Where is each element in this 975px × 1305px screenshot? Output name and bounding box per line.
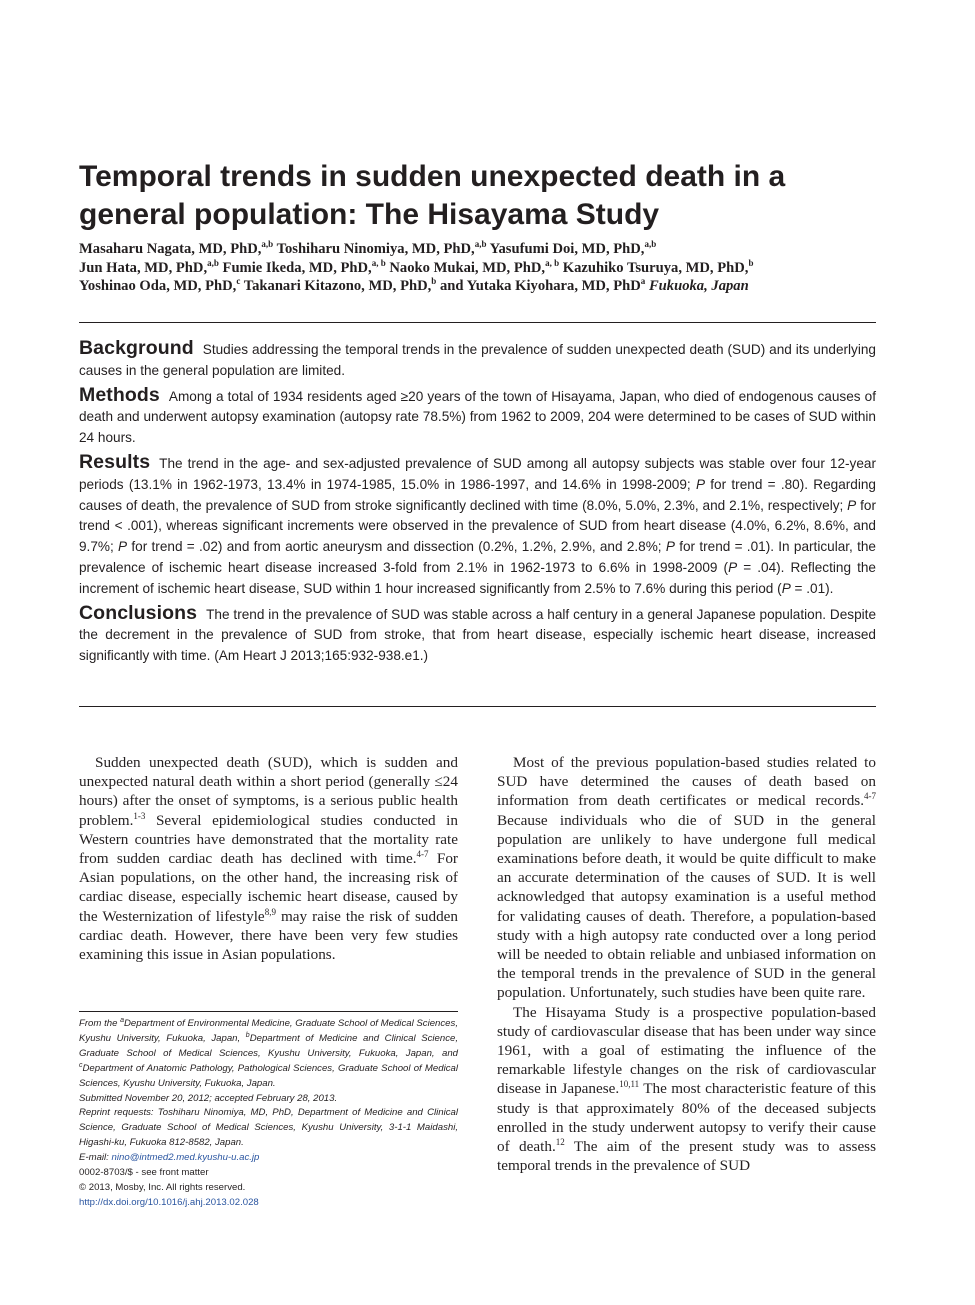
citation-ref: 1-3: [133, 810, 146, 821]
abstract-text: for trend = .02) and from aortic aneurysm and dissection (0.2%, 1.2%, 2.9%, and 2.8%;: [127, 539, 666, 555]
abstract-text: = .01).: [790, 580, 834, 596]
footnote-text: Department of Anatomic Pathology, Pathological Sciences, Graduate School of Medical Sciences, Kyushu University, Fukuoka, Japan.: [79, 1062, 458, 1089]
abstract-bottom-rule: [79, 706, 876, 707]
abstract-text: The trend in the age- and sex-adjusted prevalence of SUD among all autopsy subjects was stable over four 12-year periods (13.1% in 1962-1973, 13.4% in 1974-1985, 15.0% in 1986-1997, and 14.6% in 1998-2009;: [79, 455, 876, 492]
p-symbol: P: [118, 539, 128, 555]
affiliation-sup: c: [79, 1061, 83, 1069]
affiliation-sup: c: [236, 276, 241, 287]
body-text: The most characteristic feature of this study is that approximately 80% of the deceased subjects enrolled in the study underwent autopsy to verify their cause of death.: [497, 1080, 876, 1156]
author-name: Toshiharu Ninomiya, MD, PhD,: [273, 241, 475, 257]
email-link[interactable]: nino@intmed2.med.kyushu-u.ac.jp: [111, 1152, 260, 1164]
author-name: Takanari Kitazono, MD, PhD,: [240, 278, 432, 295]
author-name: Yasufumi Doi, MD, PhD,: [486, 241, 645, 257]
author-name: Jun Hata, MD, PhD,: [79, 259, 208, 276]
abstract-heading: Results: [79, 450, 151, 473]
body-paragraph: [497, 753, 876, 1003]
p-symbol: P: [728, 559, 738, 575]
abstract-top-rule: [79, 322, 876, 323]
citation-ref: 12: [555, 1137, 565, 1148]
abstract-text: Studies addressing the temporal trends in the prevalence of sudden unexpected death (SUD) and its underlying causes in the general population are limited.: [79, 342, 876, 378]
submitted-note: Submitted November 20, 2012; accepted February 28, 2013.: [79, 1092, 338, 1104]
body-text: The Hisayama Study is a prospective population-based study of cardiovascular disease that has been under way since 1961, with a goal of estimating the influence of the remarkable lifestyle changes on the risk of cardiovascular disease in Japanese.: [497, 1003, 876, 1098]
issn-note: 0002-8703/$ - see front matter: [79, 1167, 209, 1179]
footnote-text: Department of Medicine and Clinical Science, Graduate School of Medical Sciences, Kyushu University, Fukuoka, Japan, and: [79, 1032, 458, 1059]
author-name: Kazuhiko Tsuruya, MD, PhD,: [559, 259, 749, 276]
abstract-heading: Conclusions: [79, 601, 198, 624]
affiliation-sup: a,b: [261, 239, 274, 249]
body-paragraph: [79, 753, 458, 964]
affiliations-note: [79, 1017, 458, 1092]
affiliation-sup: a,b: [207, 257, 219, 268]
abstract-text: for trend = .80). Regarding causes of death, the prevalence of SUD from stroke significantly declined with time (8.0%, 5.0%, 2.3%, and 2.1%, respectively;: [79, 476, 876, 513]
footnote-text: From the: [79, 1018, 121, 1029]
author-list: [79, 240, 879, 296]
affiliation-sup: b: [431, 276, 437, 287]
abstract-text: The trend in the prevalence of SUD was stable across a half century in a general Japanese population. Despite the decrement in the prevalence of SUD from stroke, that from heart disease, especially ischemic heart disease, increased significantly with time. (Am Heart J 2013;165:932-938.e1.): [79, 606, 876, 664]
author-location: Fukuoka, Japan: [648, 278, 749, 295]
footnotes: [79, 1017, 458, 1211]
citation-ref: 8,9: [264, 906, 276, 917]
body-text: For Asian populations, on the other hand, the increasing risk of cardiac disease, especially ischemic heart disease, caused by the Westernization of lifestyle: [79, 850, 458, 925]
body-text: may raise the risk of sudden cardiac death. However, there have been very few studies examining this issue in Asian populations.: [79, 907, 458, 964]
abstract-text: Among a total of 1934 residents aged ≥20 years of the town of Hisayama, Japan, who died of endogenous causes of death and underwent autopsy examination (autopsy rate 78.5%) from 1962 to 2009, 204 were determined to be cases of SUD within 24 hours.: [79, 388, 876, 446]
author-name: Masaharu Nagata, MD, PhD,: [79, 241, 262, 257]
affiliation-sup: a, b: [545, 257, 560, 268]
author-name: Naoko Mukai, MD, PhD,: [385, 259, 546, 276]
affiliation-sup: b: [245, 1031, 250, 1039]
citation-ref: 4-7: [864, 791, 876, 802]
body-paragraph: [497, 1003, 876, 1176]
p-symbol: P: [781, 580, 791, 596]
abstract-text: = .04). Reflecting the increment of ischemic heart disease, SUD within 1 hour increased significantly from 2.5% to 7.6% during this period (: [79, 559, 876, 596]
author-name: and Yutaka Kiyohara, MD, PhD: [436, 278, 641, 295]
abstract: [79, 338, 876, 670]
citation-ref: 4-7: [416, 849, 429, 860]
affiliation-sup: b: [748, 257, 754, 268]
abstract-background: [79, 338, 876, 382]
reprint-note: Reprint requests: Toshiharu Ninomiya, MD, PhD, Department of Medicine and Clinical Science, Graduate School of Medical Sciences, Kyushu University, 3-1-1 Maidashi, Higashi-ku, Fukuoka 812-8582, Japan.: [79, 1107, 458, 1149]
body-column-right: [497, 753, 876, 1175]
abstract-methods: [79, 385, 876, 449]
article-title: Temporal trends in sudden unexpected death in a general population: The Hisayama Study: [79, 160, 786, 231]
abstract-results: [79, 452, 876, 600]
body-text: Because individuals who die of SUD in the general population are unlikely to have undergone full medical examinations before death, it would be quite difficult to make an accurate determination of the causes of SUD. It is well acknowledged that autopsy examination is a useful method for validating causes of death. Therefore, a population-based study with a high autopsy rate conducted over a long period will be needed to obtain reliable and unbiased information on the temporal trends in the prevalence of SUD in the general population. Unfortunately, such studies have been quite rare.: [497, 811, 876, 1002]
p-symbol: P: [695, 476, 706, 492]
affiliation-sup: a: [120, 1017, 124, 1024]
footnote-text: Department of Environmental Medicine, Graduate School of Medical Sciences, Kyushu University, Fukuoka, Japan,: [79, 1018, 458, 1044]
citation-ref: 10,11: [619, 1079, 640, 1090]
body-column-left: [79, 753, 458, 964]
body-text: The aim of the present study was to assess temporal trends in the prevalence of SUD: [497, 1138, 877, 1175]
doi-link[interactable]: http://dx.doi.org/10.1016/j.ahj.2013.02.028: [79, 1196, 259, 1208]
copyright-note: © 2013, Mosby, Inc. All rights reserved.: [79, 1181, 246, 1193]
footnote-rule: [79, 1011, 458, 1012]
abstract-heading: Methods: [79, 383, 160, 406]
email-label: E-mail:: [79, 1152, 112, 1164]
affiliation-sup: a,b: [644, 239, 657, 249]
abstract-text: for trend < .001), whereas significant increments were observed in the prevalence of SUD from heart disease (4.0%, 6.2%, 8.6%, and 9.7%;: [79, 497, 876, 555]
p-symbol: P: [847, 497, 857, 513]
email-note: [79, 1151, 458, 1166]
affiliation-sup: a, b: [371, 257, 386, 268]
author-name: Fumie Ikeda, MD, PhD,: [218, 259, 372, 276]
affiliation-sup: a,b: [474, 239, 487, 249]
body-text: Several epidemiological studies conducted in Western countries have demonstrated that the mortality rate from sudden cardiac death has declined with time.: [79, 811, 458, 868]
body-text: Most of the previous population-based studies related to SUD have determined the causes of death based on information from death certificates or medical records.: [497, 754, 876, 810]
p-symbol: P: [665, 539, 675, 555]
author-name: Yoshinao Oda, MD, PhD,: [79, 278, 237, 295]
abstract-text: for trend = .01). In particular, the prevalence of ischemic heart disease increased 3-fold from 2.1% in 1962-1973 to 6.6% in 1998-2009 (: [79, 539, 876, 575]
affiliation-sup: a: [640, 276, 646, 287]
abstract-heading: Background: [79, 337, 194, 359]
body-text: Sudden unexpected death (SUD), which is sudden and unexpected natural death within a short period (generally ≤24 hours) after the onset of symptoms, is a serious public health problem.: [79, 754, 458, 829]
abstract-conclusions: [79, 603, 876, 667]
